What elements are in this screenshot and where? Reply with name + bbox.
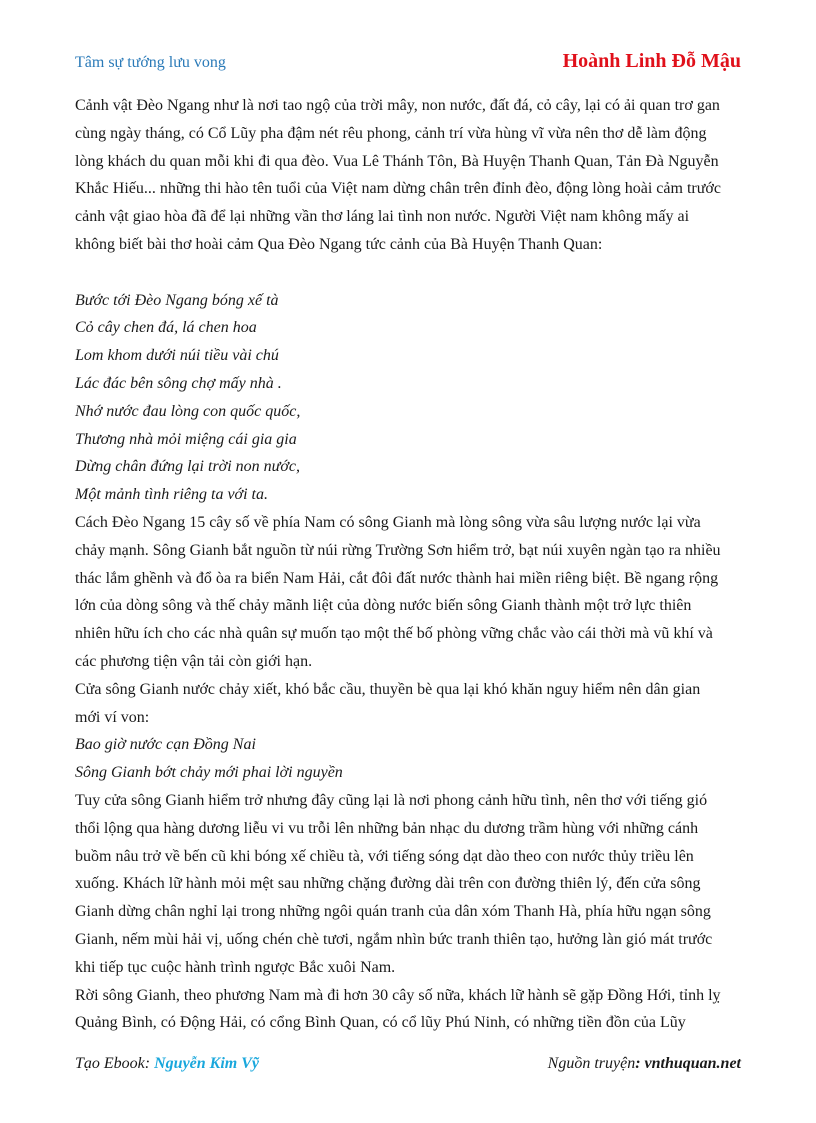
text-line: Tuy cửa sông Gianh hiểm trở nhưng đây cũng lại là nơi phong cảnh hữu tình, nên thơ với tiếng gió bbox=[75, 791, 708, 809]
paragraph-1 bbox=[75, 92, 743, 259]
poem-line: Thương nhà mỏi miệng cái gia gia bbox=[75, 430, 297, 448]
poem-line: Sông Gianh bớt chảy mới phai lời nguyền bbox=[75, 764, 343, 782]
text-line: Quảng Bình, có Động Hải, có cổng Bình Quan, có cổ lũy Phú Ninh, có những tiền đồn của Lũy bbox=[75, 1014, 686, 1032]
poem-line: Bao giờ nước cạn Đồng Nai bbox=[75, 736, 256, 754]
blank-line bbox=[75, 259, 743, 287]
source-separator: : bbox=[635, 1055, 645, 1072]
text-line: không biết bài thơ hoài cảm Qua Đèo Ngang tức cảnh của Bà Huyện Thanh Quan: bbox=[75, 235, 603, 253]
page-header bbox=[75, 50, 741, 76]
source-credit bbox=[548, 1055, 741, 1073]
source-label: Nguồn truyện bbox=[547, 1055, 636, 1072]
paragraph-2 bbox=[75, 509, 743, 676]
text-line: cùng ngày tháng, có Cổ Lũy pha đậm nét rêu phong, cảnh trí vừa hùng vĩ vừa nên thơ dễ làm động bbox=[75, 124, 707, 142]
text-line: xuống. Khách lữ hành mỏi mệt sau những chặng đường dài trên con đường thiên lý, đến cửa sông bbox=[75, 875, 701, 893]
poem-line: Lác đác bên sông chợ mấy nhà . bbox=[75, 374, 282, 392]
poem-line: Nhớ nước đau lòng con quốc quốc, bbox=[75, 402, 301, 420]
page-content bbox=[75, 92, 743, 1037]
poem-line: Cỏ cây chen đá, lá chen hoa bbox=[75, 319, 257, 337]
page-footer bbox=[75, 1055, 741, 1077]
text-line: mới ví von: bbox=[75, 708, 150, 726]
author-name: Hoành Linh Đỗ Mậu bbox=[562, 50, 741, 72]
poem-line: Dừng chân đứng lại trời non nước, bbox=[75, 458, 301, 476]
text-line: Cửa sông Gianh nước chảy xiết, khó bắc cầu, thuyền bè qua lại khó khăn nguy hiểm nên dân gian bbox=[75, 680, 701, 698]
ebook-label: Tạo Ebook bbox=[75, 1055, 145, 1072]
poem-1 bbox=[75, 287, 743, 509]
paragraph-5 bbox=[75, 982, 743, 1038]
text-line: cảnh vật giao hòa đã để lại những vần thơ láng lai tình non nước. Người Việt nam không mấy ai bbox=[75, 208, 690, 226]
poem-2 bbox=[75, 731, 743, 787]
text-line: Gianh dừng chân nghỉ lại trong những ngôi quán tranh của dân xóm Thanh Hà, phía hữu ngạn sông bbox=[75, 903, 711, 921]
poem-line: Lom khom dưới núi tiều vài chú bbox=[75, 347, 279, 365]
text-line: nhiên hữu ích cho các nhà quân sự muốn tạo một thế bố phòng vững chắc vào cái thời mà vũ khí và bbox=[75, 625, 713, 643]
source-site-link[interactable]: vnthuquan.net bbox=[644, 1055, 741, 1072]
poem-line: Một mảnh tình riêng ta với ta. bbox=[75, 486, 268, 504]
text-line: lớn của dòng sông và thế chảy mãnh liệt của dòng nước biến sông Gianh thành một trở lực thiên bbox=[75, 597, 692, 615]
text-line: buồm nâu trở về bến cũ khi bóng xế chiều tà, với tiếng sóng dạt dào theo con nước thủy triều lên bbox=[75, 847, 694, 865]
text-line: thác lắm ghềnh và đổ òa ra biển Nam Hải, cắt đôi đất nước thành hai miền riêng biệt. Bề ngang rộng bbox=[75, 569, 719, 587]
paragraph-3 bbox=[75, 676, 743, 732]
ebook-credit bbox=[75, 1055, 259, 1073]
text-line: lòng khách du quan mỗi khi đi qua đèo. Vua Lê Thánh Tôn, Bà Huyện Thanh Quan, Tản Đà Nguyễn bbox=[75, 152, 719, 170]
ebook-separator: : bbox=[144, 1055, 155, 1072]
text-line: khi tiếp tục cuộc hành trình ngược Bắc xuôi Nam. bbox=[75, 958, 396, 976]
text-line: Cảnh vật Đèo Ngang như là nơi tao ngộ của trời mây, non nước, đất đá, cỏ cây, lại có ải quan trơ gan bbox=[75, 97, 720, 114]
text-line: chảy mạnh. Sông Gianh bắt nguồn từ núi rừng Trường Sơn hiểm trở, bạt núi xuyên ngàn tạo ra nhiều bbox=[75, 541, 721, 559]
poem-line: Bước tới Đèo Ngang bóng xế tà bbox=[75, 291, 279, 309]
text-line: Khắc Hiếu... những thi hào tên tuổi của Việt nam dừng chân trên đỉnh đèo, động lòng hoài cảm trước bbox=[75, 180, 721, 198]
ebook-creator-link[interactable]: Nguyễn Kim Vỹ bbox=[154, 1055, 259, 1072]
text-line: thổi lộng qua hàng dương liễu vi vu trỗi lên những bản nhạc du dương trầm hùng với những cánh bbox=[75, 819, 699, 837]
paragraph-4 bbox=[75, 787, 743, 982]
text-line: các phương tiện vận tải còn giới hạn. bbox=[75, 652, 313, 670]
book-title: Tâm sự tướng lưu vong bbox=[75, 54, 226, 71]
text-line: Gianh, nếm mùi hải vị, uống chén chè tươi, ngắm nhìn bức tranh thiên tạo, hưởng làn gió mát trước bbox=[75, 930, 713, 948]
text-line: Cách Đèo Ngang 15 cây số về phía Nam có sông Gianh mà lòng sông vừa sâu lượng nước lại vừa bbox=[75, 513, 701, 531]
text-line: Rời sông Gianh, theo phương Nam mà đi hơn 30 cây số nữa, khách lữ hành sẽ gặp Đồng Hới, tỉnh lỵ bbox=[75, 986, 721, 1004]
